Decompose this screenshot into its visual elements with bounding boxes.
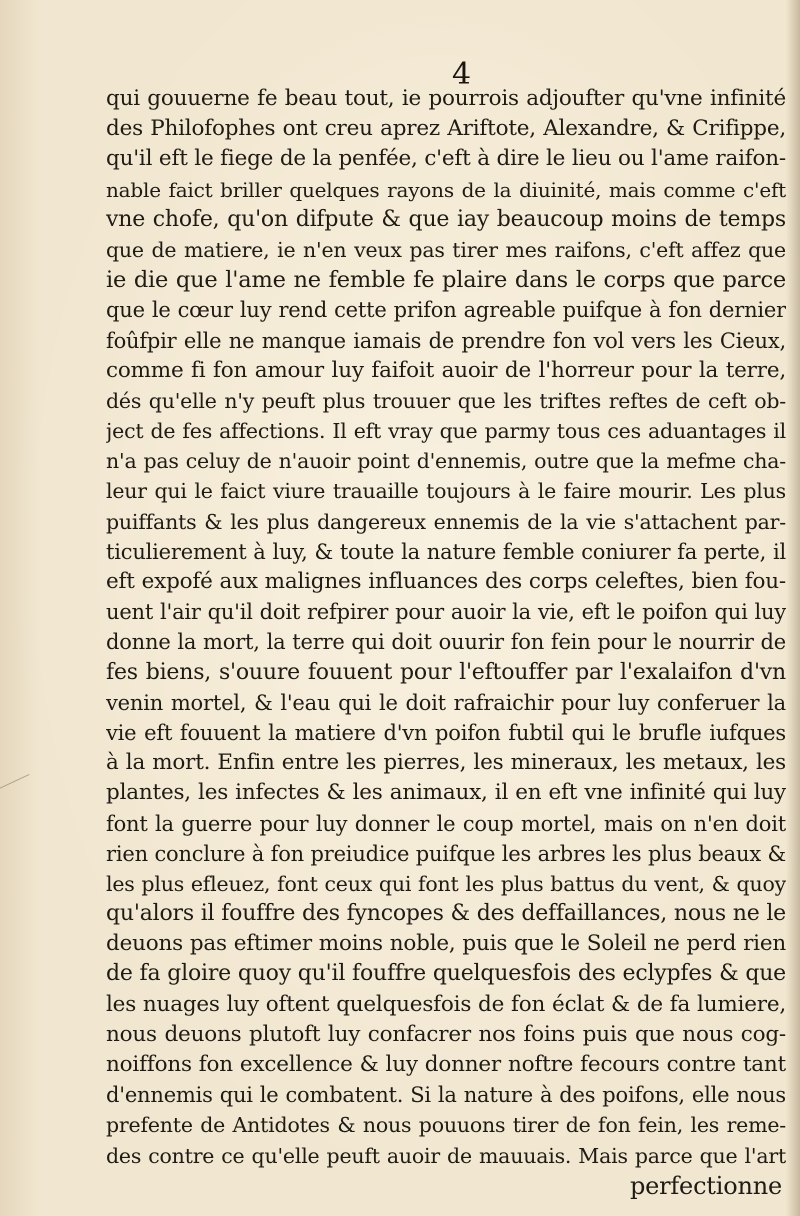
text-line: nable faict briller quelques rayons de la diuinité, mais comme c'eft	[106, 177, 786, 202]
text-line: d'ennemis qui le combatent. Si la nature à des poifons, elle nous	[106, 1083, 786, 1108]
text-line: fes biens, s'ouure fouuent pour l'eftouffer par l'exalaifon d'vn	[106, 659, 786, 685]
text-line: uent l'air qu'il doit refpirer pour auoir la vie, eft le poifon qui luy	[106, 600, 786, 625]
text-line: les nuages luy oftent quelquesfois de fon éclat & de fa lumiere,	[106, 991, 786, 1017]
text-line: qu'alors il fouffre des fyncopes & des deffaillances, nous ne le	[106, 901, 786, 927]
text-line: à la mort. Enfin entre les pierres, les mineraux, les metaux, les	[106, 750, 786, 776]
text-line: eft expofé aux malignes influances des corps celeftes, bien fou-	[106, 569, 786, 594]
text-line: des contre ce qu'elle peuft auoir de mauuais. Mais parce que l'art	[106, 1143, 786, 1168]
text-line: font la guerre pour luy donner le coup mortel, mais on n'en doit	[106, 811, 786, 836]
text-line: ie die que l'ame ne femble fe plaire dans le corps que parce	[106, 267, 786, 294]
text-line: leur qui le faict viure trauaille toujours à le faire mourir. Les plus	[106, 479, 786, 504]
text-line: comme fi fon amour luy faifoit auoir de l'horreur pour la terre,	[106, 357, 786, 383]
page-edge-shadow	[786, 0, 800, 1216]
text-line: de fa gloire quoy qu'il fouffre quelquesfois des eclypfes & que	[106, 961, 786, 987]
text-line: qu'il eft le fiege de la penfée, c'eft à dire le lieu ou l'ame raifon-	[106, 146, 786, 172]
text-line: foûfpir elle ne manque iamais de prendre fon vol vers les Cieux,	[106, 328, 786, 353]
text-line: perfectionne	[629, 1171, 782, 1200]
page-number: 4	[452, 57, 472, 92]
text-line: ject de fes affections. Il eft vray que parmy tous ces aduantages il	[106, 419, 786, 444]
margin-pencil-mark	[0, 774, 40, 811]
text-line: que de matiere, ie n'en veux pas tirer mes raifons, c'eft affez que	[106, 237, 786, 262]
text-line: plantes, les infectes & les animaux, il en eft vne infinité qui luy	[106, 780, 786, 806]
text-line: les plus efleuez, font ceux qui font les plus battus du vent, & quoy	[106, 871, 786, 896]
text-line: deuons pas eftimer moins noble, puis que le Soleil ne perd rien	[106, 931, 786, 957]
text-line: qui gouuerne fe beau tout, ie pourrois adjoufter qu'vne infinité	[106, 86, 786, 111]
text-line: des Philofophes ont creu aprez Ariftote, Alexandre, & Crifippe,	[106, 116, 786, 142]
text-line: venin mortel, & l'eau qui le doit rafraichir pour luy conferuer la	[106, 690, 786, 715]
text-line: n'a pas celuy de n'auoir point d'ennemis, outre que la mefme cha-	[106, 449, 786, 474]
text-line: que le cœur luy rend cette prifon agreable puifque à fon dernier	[106, 298, 786, 323]
text-line: prefente de Antidotes & nous pouuons tirer de fon fein, les reme-	[106, 1113, 786, 1138]
text-line: nous deuons plutoft luy confacrer nos foins puis que nous cog-	[106, 1021, 786, 1047]
text-line: dés qu'elle n'y peuft plus trouuer que les triftes reftes de ceft ob-	[106, 388, 786, 413]
text-line: vie eft fouuent la matiere d'vn poifon fubtil qui le brufle iufques	[106, 720, 786, 745]
text-line: ticulierement à luy, & toute la nature femble coniurer fa perte, il	[106, 539, 786, 564]
text-line: puiffants & les plus dangereux ennemis de la vie s'attachent par-	[106, 509, 786, 534]
text-line: vne chofe, qu'on difpute & que iay beaucoup moins de temps	[106, 206, 786, 232]
text-line: noiffons fon excellence & luy donner noftre fecours contre tant	[106, 1052, 786, 1077]
text-line: donne la mort, la terre qui doit ouurir fon fein pour le nourrir de	[106, 630, 786, 655]
text-line: rien conclure à fon preiudice puifque les arbres les plus beaux &	[106, 841, 786, 866]
body-text	[106, 84, 786, 1201]
